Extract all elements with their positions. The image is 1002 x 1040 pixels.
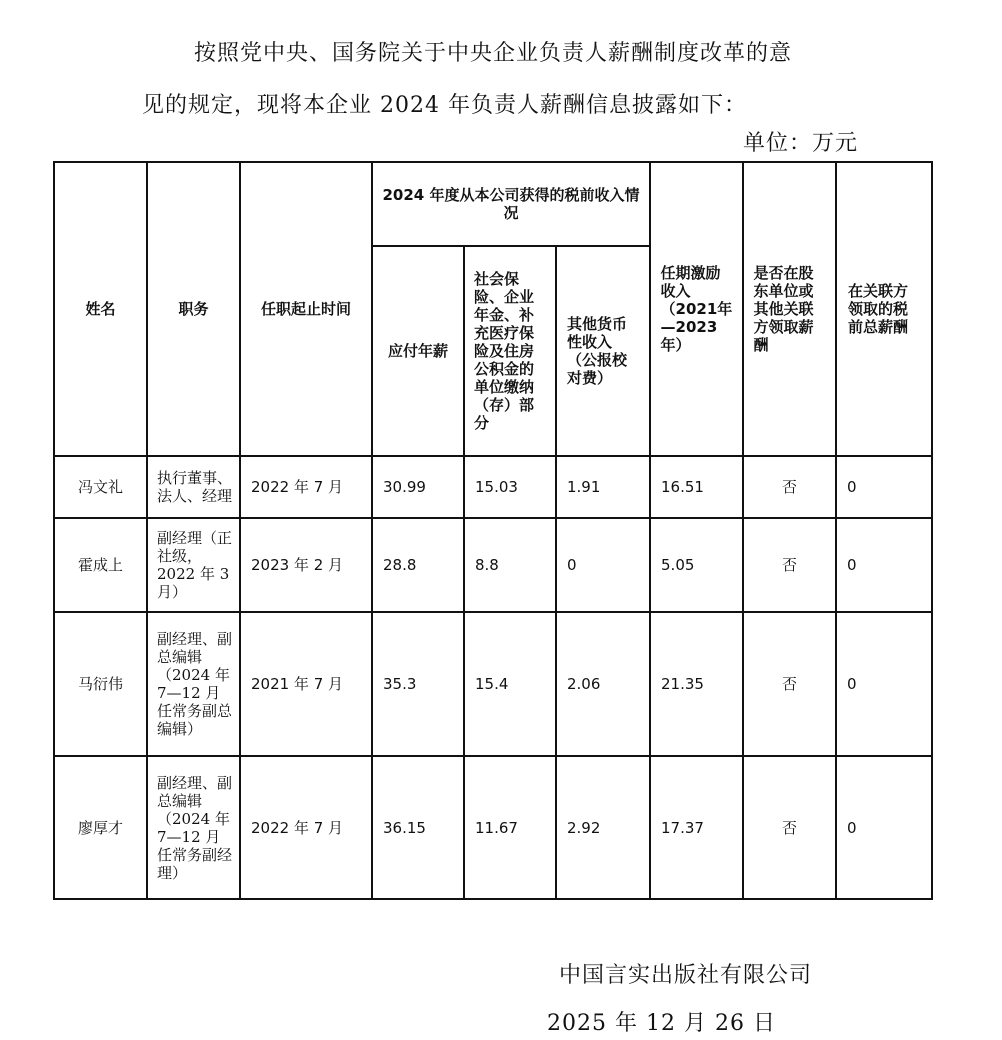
cell-other-income: 0 [556,518,650,612]
cell-position: 执行董事、法人、经理 [147,456,240,518]
header-incentive: 任期激励收入（2021年—2023 年） [650,162,743,456]
cell-name: 廖厚才 [54,756,147,899]
cell-incentive: 21.35 [650,612,743,756]
cell-name: 马衍伟 [54,612,147,756]
cell-incentive: 17.37 [650,756,743,899]
cell-other-income: 2.92 [556,756,650,899]
cell-insurance: 15.03 [464,456,556,518]
cell-related-pay: 0 [836,518,932,612]
intro-line-2: 见的规定，现将本企业 2024 年负责人薪酬信息披露如下： [142,93,747,118]
cell-incentive: 16.51 [650,456,743,518]
intro-paragraph [142,28,862,132]
cell-related-pay: 0 [836,612,932,756]
cell-salary: 28.8 [372,518,464,612]
table-row [54,518,932,612]
cell-related-flag: 否 [743,456,836,518]
header-income-group: 2024 年度从本公司获得的税前收入情况 [372,162,650,246]
unit-label: 单位：万元 [742,131,858,156]
cell-tenure: 2022 年 7 月 [240,756,372,899]
table-row [54,456,932,518]
header-salary: 应付年薪 [372,246,464,456]
organization-name: 中国言实出版社有限公司 [558,963,812,988]
header-tenure: 任职起止时间 [240,162,372,456]
cell-position: 副经理（正社级，2022 年 3 月） [147,518,240,612]
cell-salary: 35.3 [372,612,464,756]
signature-date: 2025 年 12 月 26 日 [547,1011,776,1036]
salary-table [53,161,933,900]
header-other-income: 其他货币性收入（公报校对费） [556,246,650,456]
cell-name: 霍成上 [54,518,147,612]
cell-insurance: 15.4 [464,612,556,756]
cell-salary: 36.15 [372,756,464,899]
table-row [54,612,932,756]
cell-salary: 30.99 [372,456,464,518]
cell-incentive: 5.05 [650,518,743,612]
cell-tenure: 2023 年 2 月 [240,518,372,612]
cell-tenure: 2021 年 7 月 [240,612,372,756]
cell-other-income: 1.91 [556,456,650,518]
cell-name: 冯文礼 [54,456,147,518]
table-row [54,756,932,899]
cell-tenure: 2022 年 7 月 [240,456,372,518]
intro-line-1: 按照党中央、国务院关于中央企业负责人薪酬制度改革的意 [194,41,793,66]
cell-other-income: 2.06 [556,612,650,756]
header-name: 姓名 [54,162,147,456]
cell-related-pay: 0 [836,756,932,899]
header-insurance: 社会保险、企业年金、补充医疗保险及住房公积金的单位缴纳（存）部分 [464,246,556,456]
cell-related-flag: 否 [743,612,836,756]
cell-related-flag: 否 [743,756,836,899]
cell-insurance: 11.67 [464,756,556,899]
header-related-flag: 是否在股东单位或其他关联方领取薪酬 [743,162,836,456]
header-related-pay: 在关联方领取的税前总薪酬 [836,162,932,456]
header-position: 职务 [147,162,240,456]
cell-position: 副经理、副总编辑（2024 年 7—12 月任常务副总编辑） [147,612,240,756]
cell-related-flag: 否 [743,518,836,612]
cell-position: 副经理、副总编辑（2024 年 7—12 月任常务副经理） [147,756,240,899]
cell-related-pay: 0 [836,456,932,518]
cell-insurance: 8.8 [464,518,556,612]
